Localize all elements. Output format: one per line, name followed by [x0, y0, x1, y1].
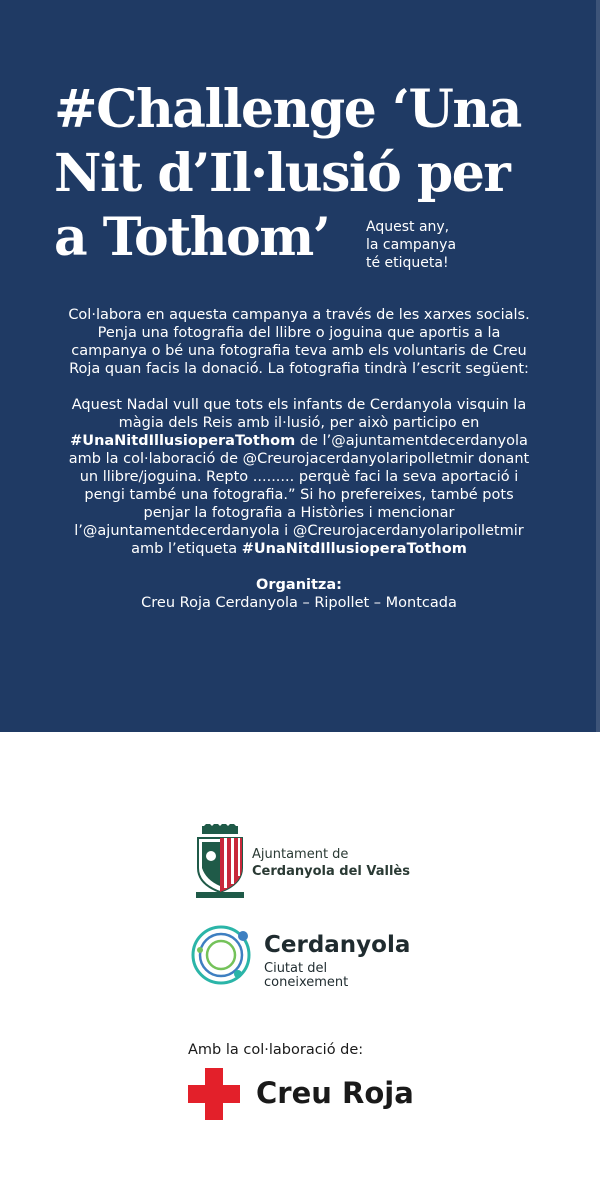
tagline-line-3: té etiqueta! — [366, 255, 449, 271]
organizer-label: Organitza: — [256, 577, 342, 593]
orbit-circle-icon — [188, 922, 258, 988]
ciutat-sub-1: Ciutat del — [264, 961, 328, 976]
red-cross-icon — [188, 1068, 240, 1120]
logos-section — [0, 732, 600, 1199]
organizer-block — [60, 576, 538, 612]
tagline-line-2: la campanya — [366, 237, 457, 253]
creu-roja-logo — [188, 1068, 448, 1122]
tagline — [366, 218, 506, 272]
ciutat-name: Cerdanyola — [264, 932, 411, 958]
instructions-paragraph: Col·labora en aquesta campanya a través de les xarxes socials. Penja una fotografia del llibre o joguina que aportis a la campanya o bé una fotografia teva amb els voluntaris de Creu Roja quan facis la donació. La fotografia tindrà l’escrit següent: — [68, 307, 530, 377]
organizer-name: Creu Roja Cerdanyola – Ripollet – Montcada — [141, 595, 457, 611]
title-line-1: #Challenge ‘Una — [54, 79, 521, 140]
panel-edge — [596, 0, 600, 732]
ajuntament-text — [252, 846, 410, 880]
campaign-body — [60, 306, 538, 630]
collaboration-label: Amb la col·laboració de: — [188, 1042, 364, 1058]
ciutat-coneixement-logo — [188, 922, 448, 1002]
ciutat-subtitle — [264, 962, 348, 990]
tagline-line-1: Aquest any, — [366, 219, 450, 235]
template-paragraph — [60, 396, 538, 558]
ajuntament-logo — [194, 824, 454, 899]
template-text-1: Aquest Nadal vull que tots els infants de Cerdanyola visquin la màgia dels Reis amb il·lusió, per això participo en — [71, 397, 527, 431]
ajuntament-line-1: Ajuntament de — [252, 847, 349, 862]
ajuntament-line-2: Cerdanyola del Vallès — [252, 864, 410, 879]
hashtag-2: #UnaNitdIllusioperaTothom — [241, 541, 467, 557]
creu-roja-name: Creu Roja — [256, 1076, 414, 1110]
title-line-2: Nit d’Il·lusió per — [54, 143, 510, 204]
template-text-2: de l’@ajuntamentdecerdanyola amb la col·laboració de @Creurojacerdanyolaripolletmir donant un llibre/joguina. Repto ......... perquè faci la seva aportació i pengi també una fotografia.” Si ho prefereixes, també pots penjar la fotografia a Històries i mencionar l’@ajuntamentdecerdanyola i @Creurojacerdanyolaripolletmir amb l’etiqueta — [68, 433, 530, 557]
ciutat-sub-2: coneixement — [264, 975, 349, 990]
title-line-3: a Tothom’ — [54, 207, 330, 268]
city-shield-icon — [194, 824, 246, 899]
hashtag: #UnaNitdIllusioperaTothom — [70, 433, 296, 449]
